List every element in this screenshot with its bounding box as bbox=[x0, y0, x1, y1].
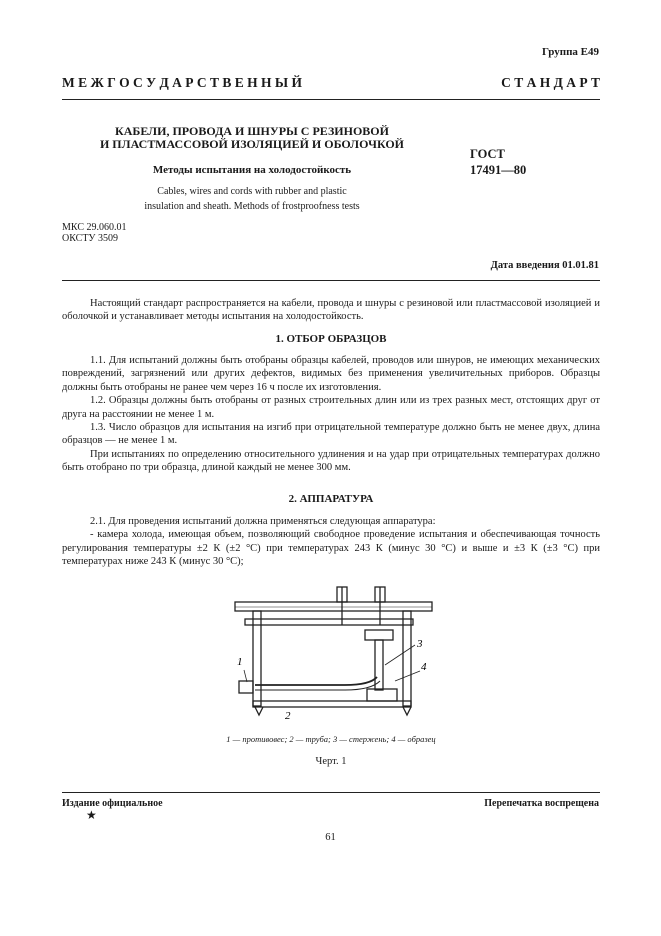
introduction-date bbox=[491, 260, 599, 271]
date-label: Дата введения bbox=[490, 260, 560, 271]
gost-number: 17491—80 bbox=[470, 163, 527, 177]
section-2-p2: - камера холода, имеющая объем, позволяющий свободное проведение испытания и обеспечивающая точность регулирования температуры ±2 К (±2 °С) при температурах 243 К (минус 30 °С) и выше и ±3 К (±3 °С) при температурах ниже 243 К (минус 30 °С); bbox=[62, 529, 600, 568]
upper-bar bbox=[245, 619, 413, 625]
mks-code: МКС 29.060.01 bbox=[62, 222, 127, 233]
section-2-p1: 2.1. Для проведения испытаний должна применяться следующая аппаратура: bbox=[90, 516, 436, 527]
date-value: 01.01.81 bbox=[562, 260, 599, 271]
banner-left: М Е Ж Г О С У Д А Р С Т В Е Н Н Ы Й bbox=[62, 75, 303, 90]
section-1-p2: 1.2. Образцы должны быть отобраны от разных строительных длин или из трех разных мест, отстоящих друг от друга на расстоянии не менее 1 м. bbox=[62, 395, 600, 420]
banner-right: С Т А Н Д А Р Т bbox=[501, 75, 600, 90]
group-code: Группа Е49 bbox=[541, 46, 599, 58]
title-line-1: КАБЕЛИ, ПРОВОДА И ШНУРЫ С РЕЗИНОВОЙ bbox=[115, 124, 389, 138]
sample-curve bbox=[255, 677, 377, 685]
figure-label-3: 3 bbox=[417, 638, 423, 650]
apparatus-drawing bbox=[225, 585, 440, 725]
figure-title: Черт. 1 bbox=[315, 756, 347, 767]
date-rule bbox=[62, 280, 600, 281]
english-title-line-2: insulation and sheath. Methods of frostproofness tests bbox=[144, 201, 360, 212]
intro-text: Настоящий стандарт распространяется на кабели, провода и шнуры с резиновой или пластмассовой изоляцией и оболочкой и устанавливает методы испытания на холодостойкость. bbox=[62, 298, 600, 323]
lower-block bbox=[367, 689, 397, 701]
edition-note: Издание официальное bbox=[62, 798, 163, 809]
counterweight bbox=[239, 681, 253, 693]
section-1-p4: При испытаниях по определению относительного удлинения и на удар при отрицательных температурах должно быть отобрано по три образца, длиной каждый не менее 300 мм. bbox=[62, 448, 600, 474]
section-1-p3: 1.3. Число образцов для испытания на изгиб при отрицательной температуре должно быть не менее двух, длина образцов — не менее 1 м. bbox=[62, 422, 600, 447]
base-bar bbox=[253, 701, 411, 707]
star-icon: ★ bbox=[86, 808, 97, 822]
reprint-note: Перепечатка воспрещена bbox=[484, 798, 599, 809]
section-1-p1: 1.1. Для испытаний должны быть отобраны образцы кабелей, проводов или шнуров, не имеющих механических повреждений, загрязнений или других дефектов, видимых без применения увеличительных приборов. Образцы должны быть отобраны не ранее чем через 16 ч после их изготовления. bbox=[62, 355, 600, 393]
pipe-block bbox=[365, 630, 393, 640]
standard-banner bbox=[62, 75, 600, 91]
footer-rule bbox=[62, 792, 600, 793]
title-line-2: И ПЛАСТМАССОВОЙ ИЗОЛЯЦИЕЙ И ОБОЛОЧКОЙ bbox=[99, 137, 405, 151]
figure-label-4: 4 bbox=[421, 661, 427, 673]
section-2-body bbox=[62, 515, 600, 569]
okstu-code: ОКСТУ 3509 bbox=[62, 233, 119, 244]
gost-designation bbox=[470, 146, 526, 178]
section-1-title: 1. ОТБОР ОБРАЗЦОВ bbox=[275, 333, 387, 345]
figure-label-2: 2 bbox=[285, 710, 291, 722]
document-subtitle: Методы испытания на холодостойкость bbox=[152, 164, 352, 176]
gost-label: ГОСТ bbox=[470, 147, 505, 161]
english-title bbox=[62, 184, 442, 214]
english-title-line-1: Cables, wires and cords with rubber and plastic bbox=[157, 186, 347, 197]
page-number: 61 bbox=[325, 832, 336, 843]
figure-caption: 1 — противовес; 2 — труба; 3 — стержень; 4 — образец bbox=[226, 734, 436, 744]
top-plate bbox=[235, 602, 432, 611]
document-title bbox=[62, 125, 442, 151]
header-rule bbox=[62, 99, 600, 100]
classification-codes bbox=[62, 222, 126, 244]
figure-label-1: 1 bbox=[237, 656, 243, 668]
section-2-title: 2. АППАРАТУРА bbox=[288, 493, 374, 505]
intro-paragraph bbox=[62, 297, 600, 324]
section-1-body bbox=[62, 354, 600, 475]
